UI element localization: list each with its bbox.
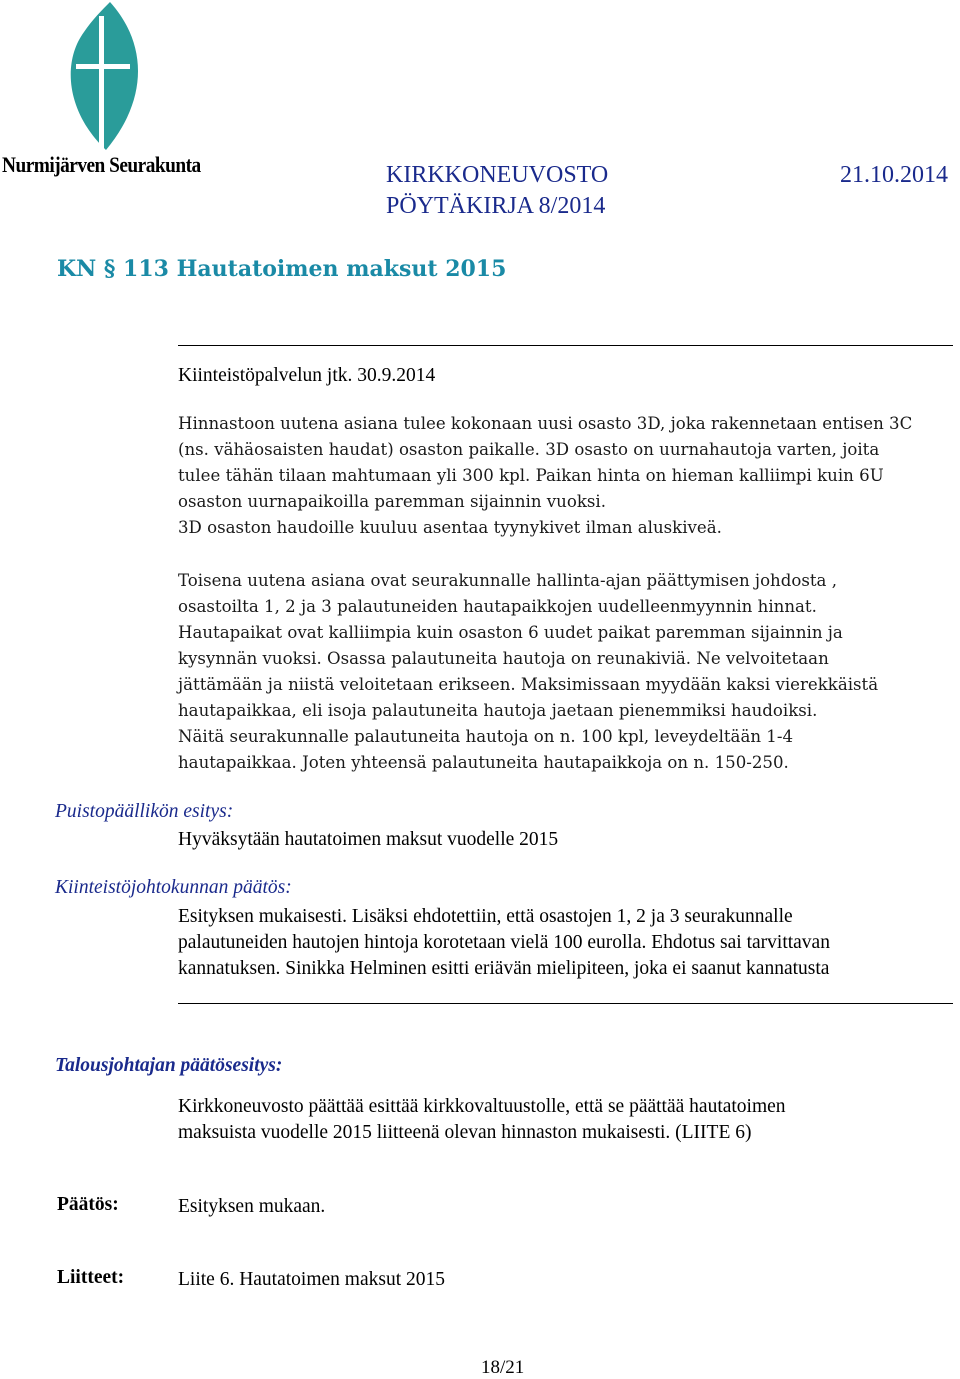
section-title: KN § 113 Hautatoimen maksut 2015 [57, 256, 507, 282]
intro-paragraph-1 [178, 411, 958, 541]
board-decision-text [178, 904, 830, 982]
document-date: 21.10.2014 [840, 162, 948, 188]
text-line: tulee tähän tilaan mahtumaan yli 300 kpl. Paikan hinta on hieman kalliimpi kuin 6U [178, 466, 884, 485]
text-line: Hautapaikat ovat kalliimpia kuin osaston 6 uudet paikat paremman sijainnin ja [178, 623, 843, 642]
decision-label: Päätös: [57, 1194, 119, 1215]
document-subtitle: PÖYTÄKIRJA 8/2014 [386, 193, 606, 219]
text-line: Näitä seurakunnalle palautuneita hautoja on n. 100 kpl, leveydeltään 1-4 [178, 727, 794, 746]
document-title: KIRKKONEUVOSTO [386, 162, 609, 188]
text-line: Kirkkoneuvosto päättää esittää kirkkovaltuustolle, että se päättää hautatoimen [178, 1096, 786, 1117]
attachments-text: Liite 6. Hautatoimen maksut 2015 [178, 1269, 445, 1290]
text-line: kannatuksen. Sinikka Helminen esitti eriävän mielipiteen, joka ei saanut kannatusta [178, 958, 830, 979]
decision-text: Esityksen mukaan. [178, 1196, 326, 1217]
attachments-label: Liitteet: [57, 1267, 125, 1288]
divider-top [178, 345, 953, 346]
text-line: (ns. vähäosaisten haudat) osaston paikalle. 3D osasto on uurnahautoja varten, joita [178, 440, 880, 459]
leaf-cross-icon [66, 2, 148, 152]
text-line: osastoilta 1, 2 ja 3 palautuneiden hautapaikkojen uudelleenmyynnin hinnat. [178, 597, 817, 616]
text-line: Toisena uutena asiana ovat seurakunnalle hallinta-ajan päättymisen johdosta , [178, 571, 837, 590]
text-line: 3D osaston haudoille kuuluu asentaa tyynykivet ilman aluskiveä. [178, 518, 722, 537]
text-line: hautapaikkaa, eli isoja palautuneita hautoja jaetaan pienemmiksi haudoiksi. [178, 701, 818, 720]
text-line: osaston uurnapaikoilla paremman sijainnin vuoksi. [178, 492, 606, 511]
proposal-heading: Puistopäällikön esitys: [55, 801, 234, 822]
divider-bottom [178, 1003, 953, 1004]
text-line: hautapaikkaa. Joten yhteensä palautuneita hautapaikkoja on n. 150-250. [178, 753, 789, 772]
page-number: 18/21 [481, 1357, 525, 1378]
text-line: maksuista vuodelle 2015 liitteenä olevan hinnaston mukaisesti. (LIITE 6) [178, 1122, 752, 1143]
text-line: Hinnastoon uutena asiana tulee kokonaan uusi osasto 3D, joka rakennetaan entisen 3C [178, 414, 913, 433]
finance-proposal-heading: Talousjohtajan päätösesitys: [55, 1055, 283, 1076]
parish-logo [0, 0, 215, 185]
text-line: kysynnän vuoksi. Osassa palautuneita hautoja on reunakiviä. Ne velvoitetaan [178, 649, 829, 668]
text-line: Esityksen mukaisesti. Lisäksi ehdotettiin, että osastojen 1, 2 ja 3 seurakunnalle [178, 906, 793, 927]
text-line: palautuneiden hautojen hintoja korotetaan vielä 100 eurolla. Ehdotus sai tarvittavan [178, 932, 830, 953]
org-name: Nurmijärven Seurakunta [2, 152, 201, 177]
intro-paragraph-2 [178, 568, 958, 776]
reference-line: Kiinteistöpalvelun jtk. 30.9.2014 [178, 365, 436, 386]
board-decision-heading: Kiinteistöjohtokunnan päätös: [55, 877, 292, 898]
text-line: jättämään ja niistä veloitetaan erikseen. Maksimissaan myydään kaksi vierekkäistä [178, 675, 879, 694]
finance-proposal-text [178, 1094, 786, 1146]
proposal-text: Hyväksytään hautatoimen maksut vuodelle 2015 [178, 829, 559, 850]
